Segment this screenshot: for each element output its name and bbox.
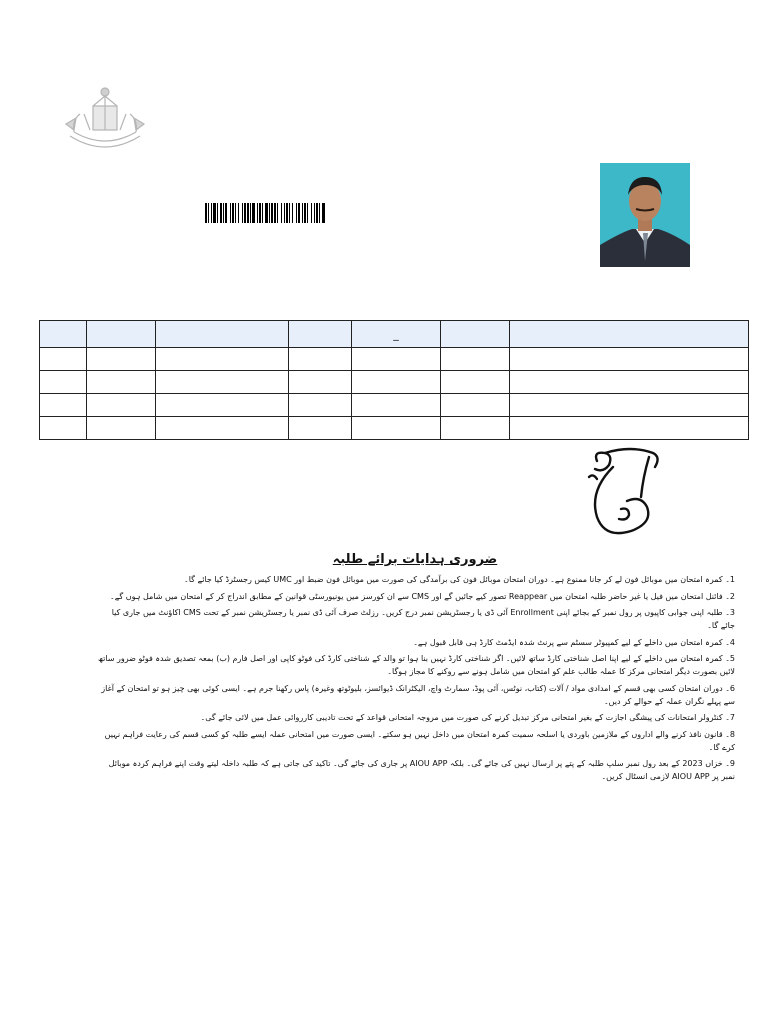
instruction-item: 6۔ دوران امتحان کسی بھی قسم کے امدادی مواد / آلات (کتاب، نوٹس، آئی پوڈ، سمارٹ واچ، الیکٹرانک ڈیوائسز، بلیوٹوتھ وغیرہ) پاس رکھنا جرم ہے۔ ایسی کوئی بھی چیز ہو تو امتحان کے آغاز سے پہلے نگران عملہ کے حوالے کر دیں۔ (101, 683, 735, 706)
table-cell (441, 348, 510, 371)
instruction-item: 5۔ کمرہ امتحان میں داخلے کے لیے اپنا اصل شناختی کارڈ ساتھ لائیں۔ اگر شناختی کارڈ نہیں بنا ہوا تو والد کے شناختی کارڈ کی فوٹو کاپی اور اصل فارم (ب) بمعہ تصدیق شدہ فوٹو ضرور ساتھ لائیں بصورت دیگر امتحانی مرکز کا عملہ طالب علم کو امتحان میں شامل ہونے سے روکنے کا مجاز ہوگا۔ (98, 654, 735, 676)
barcode-bar (286, 203, 288, 223)
barcode-bar (235, 203, 236, 223)
table-row (40, 417, 751, 440)
instructions-list (95, 573, 735, 783)
barcode-bar (292, 203, 293, 223)
table-cell (156, 417, 289, 440)
barcode-bar (298, 203, 300, 223)
barcode-bar (262, 203, 263, 223)
barcode-bar (319, 203, 320, 223)
table-header-cell (289, 321, 352, 348)
table-header-cell (156, 321, 289, 348)
instruction-item: 2۔ فائنل امتحان میں فیل یا غیر حاضر طلبہ امتحان میں Reappear تصور کیے جائیں گے اور CMS سے ان کورسز میں یونیورسٹی قوانین کے مطابق اندراج کر کے امتحان میں شامل ہوں گے۔ (110, 591, 735, 601)
table-cell (441, 417, 510, 440)
barcode-bar (220, 203, 222, 223)
barcode-bar (265, 203, 268, 223)
instructions-title: ضروری ہدایات برائے طلبہ (332, 552, 498, 567)
table-row (40, 371, 751, 394)
barcode-bar (230, 203, 231, 223)
barcode-bar (242, 203, 243, 223)
table-header-cell (441, 321, 510, 348)
table-cell (352, 394, 441, 417)
barcode-bar (232, 203, 234, 223)
barcode-bar (225, 203, 227, 223)
table-cell (156, 371, 289, 394)
instruction-item: 9۔ خزاں 2023 کے بعد رول نمبر سلپ طلبہ کے پتے پر ارسال نہیں کی جائے گی۔ بلکہ AIOU APP پر جاری کی جائے گی۔ تاکید کی جاتی ہے کہ طلبہ داخلہ لیتے وقت اپنے فراہم کردہ موبائل نمبر پر AIOU APP لازمی انسٹال کریں۔ (108, 759, 735, 781)
barcode-bar (316, 203, 318, 223)
table-cell (87, 371, 156, 394)
barcode-bar (257, 203, 258, 223)
table-header-cell (510, 321, 749, 348)
barcode-bar (211, 203, 212, 223)
instruction-item: 4۔ کمرہ امتحان میں داخلے کے لیے کمپیوٹر سسٹم سے پرنٹ شدہ ایڈمٹ کارڈ ہی قابل قبول ہے۔ (413, 637, 735, 647)
table-cell (510, 371, 749, 394)
barcode-bar (274, 203, 276, 223)
barcode-bar (250, 203, 251, 223)
barcode-bar (284, 203, 285, 223)
exam-schedule-table (39, 320, 751, 440)
table-cell (352, 371, 441, 394)
instruction-item: 3۔ طلبہ اپنی جوابی کاپیوں پر رول نمبر کے بجائے اپنی Enrollment آئی ڈی یا رجسٹریشن نمبر درج کریں۔ رزلٹ صرف آئی ڈی نمبر یا رجسٹریشن نمبر کے تحت CMS اکاؤنٹ میں جاری کیا جائے گا۔ (111, 608, 735, 630)
student-photo (600, 163, 690, 267)
barcode-bar (213, 203, 216, 223)
instructions-section (95, 552, 735, 787)
table-cell (352, 348, 441, 371)
table-cell (289, 394, 352, 417)
table-cell (40, 417, 87, 440)
barcode-bar (281, 203, 282, 223)
table-cell (441, 394, 510, 417)
table-cell (40, 394, 87, 417)
barcode-bar (307, 203, 308, 223)
barcode-bar (205, 203, 207, 223)
table-cell (289, 417, 352, 440)
table-cell (510, 394, 749, 417)
barcode-bar (269, 203, 270, 223)
barcode-bar (244, 203, 246, 223)
table-row (40, 348, 751, 371)
barcode-bar (238, 203, 239, 223)
table-cell (87, 417, 156, 440)
barcode-bar (296, 203, 297, 223)
table-cell (289, 348, 352, 371)
table-header-row (40, 321, 751, 348)
barcode-bar (289, 203, 290, 223)
barcode-bar (247, 203, 249, 223)
table-cell (156, 348, 289, 371)
barcode-bar (208, 203, 209, 223)
barcode (205, 203, 385, 223)
barcode-bar (223, 203, 224, 223)
instruction-item: 1۔ کمرہ امتحان میں موبائل فون لے کر جانا ممنوع ہے۔ دوران امتحان موبائل فون کی برآمدگی کی صورت میں موبائل فون ضبط اور UMC کیس رجسٹرڈ کیا جائے گا۔ (184, 575, 735, 584)
table-cell (352, 417, 441, 440)
barcode-bar (271, 203, 273, 223)
table-header-cell (87, 321, 156, 348)
barcode-bar (322, 203, 325, 223)
table-cell (510, 417, 749, 440)
instruction-item: 7۔ کنٹرولر امتحانات کی پیشگی اجازت کے بغیر امتحانی مرکز تبدیل کرنے کی صورت میں مروجہ امتحانی قواعد کے تحت تادیبی کارروائی عمل میں لائی جائے گی۔ (200, 713, 735, 722)
barcode-bar (311, 203, 312, 223)
table-cell (87, 394, 156, 417)
university-logo (60, 84, 150, 154)
barcode-bar (252, 203, 255, 223)
barcode-bar (302, 203, 303, 223)
table-header-cell: _ (352, 321, 441, 348)
barcode-bar (314, 203, 315, 223)
table-cell (289, 371, 352, 394)
instruction-item: 8۔ قانون نافذ کرنے والے اداروں کے ملازمین باوردی یا اسلحہ سمیت کمرہ امتحان میں داخل نہیں ہو سکتے۔ ایسی صورت میں امتحانی عملہ ایسے طلبہ کو کسی قسم کی رعایت فراہم نہیں کرے گا۔ (104, 729, 735, 752)
barcode-bar (259, 203, 261, 223)
table-cell (156, 394, 289, 417)
table-cell (510, 348, 749, 371)
barcode-bar (277, 203, 278, 223)
table-cell (87, 348, 156, 371)
table-cell (40, 371, 87, 394)
table-cell (40, 348, 87, 371)
signature (583, 447, 663, 542)
table-row (40, 394, 751, 417)
table-cell (441, 371, 510, 394)
table-header-cell (40, 321, 87, 348)
barcode-bar (304, 203, 306, 223)
barcode-bar (217, 203, 218, 223)
